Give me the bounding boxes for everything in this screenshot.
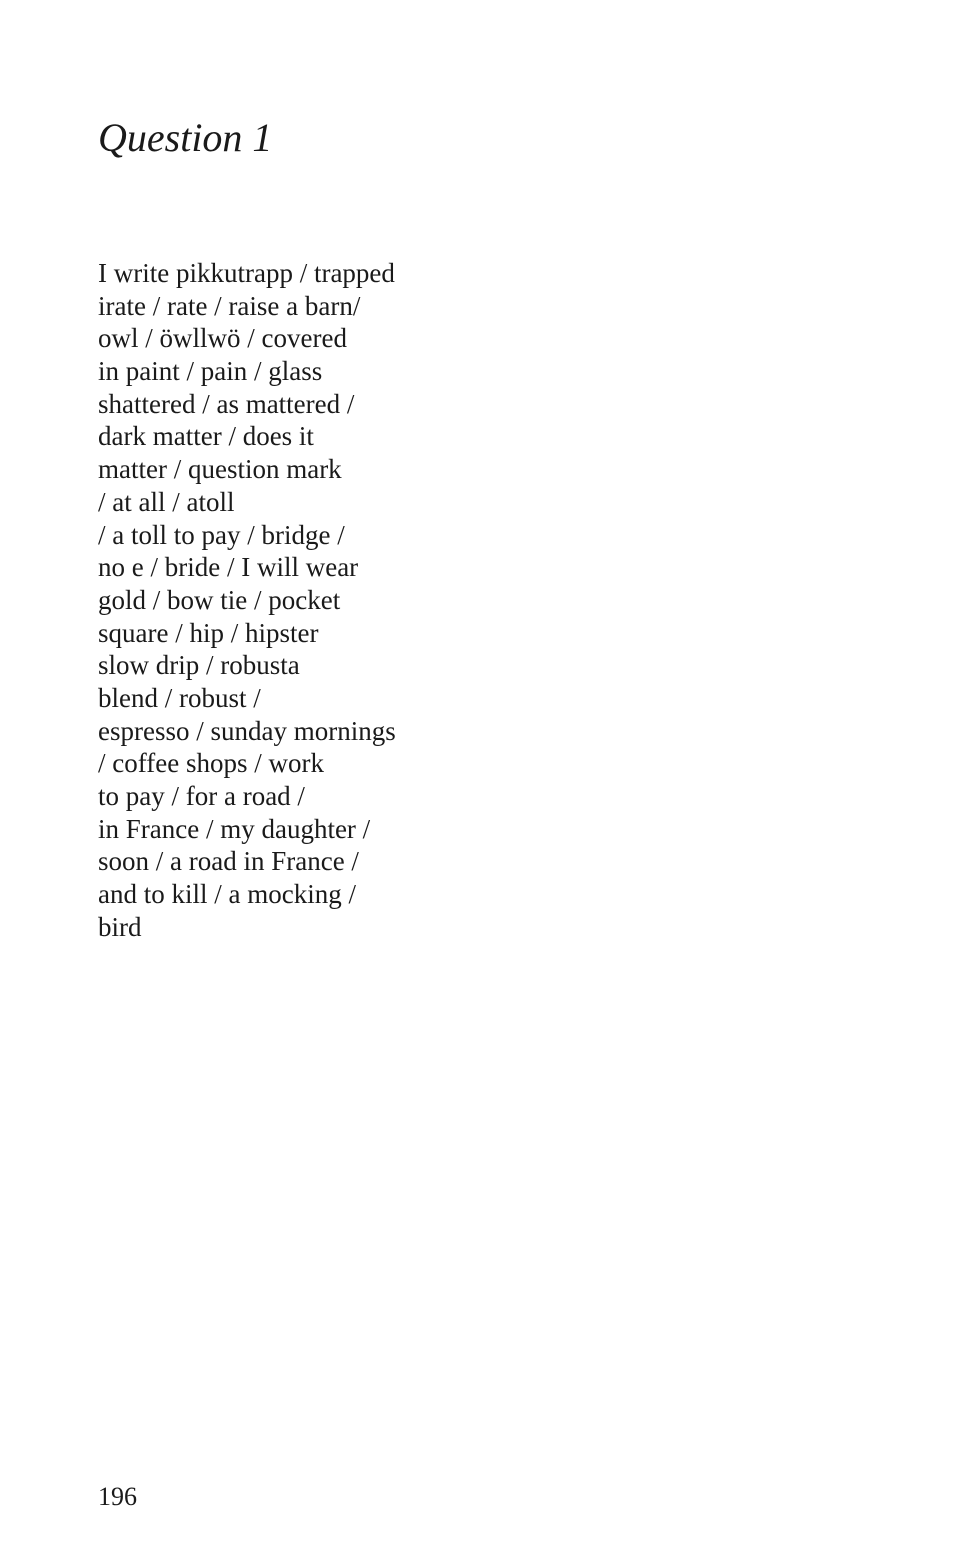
poem-line: gold / bow tie / pocket [98,584,341,615]
poem-line: / a toll to pay / bridge / [98,519,345,550]
poem-line: owl / öwllwö / covered [98,323,347,354]
poem-line: blend / robust / [98,682,261,713]
poem-line: and to kill / a mocking / [98,879,356,910]
poem-title: Question 1 [98,115,273,160]
poem-line: shattered / as mattered / [98,388,355,419]
poem-line: in paint / pain / glass [98,356,323,387]
poem-line: / at all / atoll [98,486,235,517]
poem-line: soon / a road in France / [98,846,359,877]
poem-line: espresso / sunday mornings [98,715,396,746]
poem-line: in France / my daughter / [98,813,371,844]
poem-line: / coffee shops / work [98,748,324,779]
poem-line: no e / bride / I will wear [98,552,359,583]
poem-line: slow drip / robusta [98,650,300,681]
poem-line: square / hip / hipster [98,617,319,648]
poem-line: dark matter / does it [98,421,314,452]
poem-line: irate / rate / raise a barn/ [98,290,361,321]
poem-body [98,257,396,943]
poem-line: I write pikkutrapp / trapped [98,258,395,288]
poem-line: matter / question mark [98,454,342,485]
poem-line: to pay / for a road / [98,781,305,811]
poem-line: bird [98,911,142,942]
page-number: 196 [98,1482,137,1511]
